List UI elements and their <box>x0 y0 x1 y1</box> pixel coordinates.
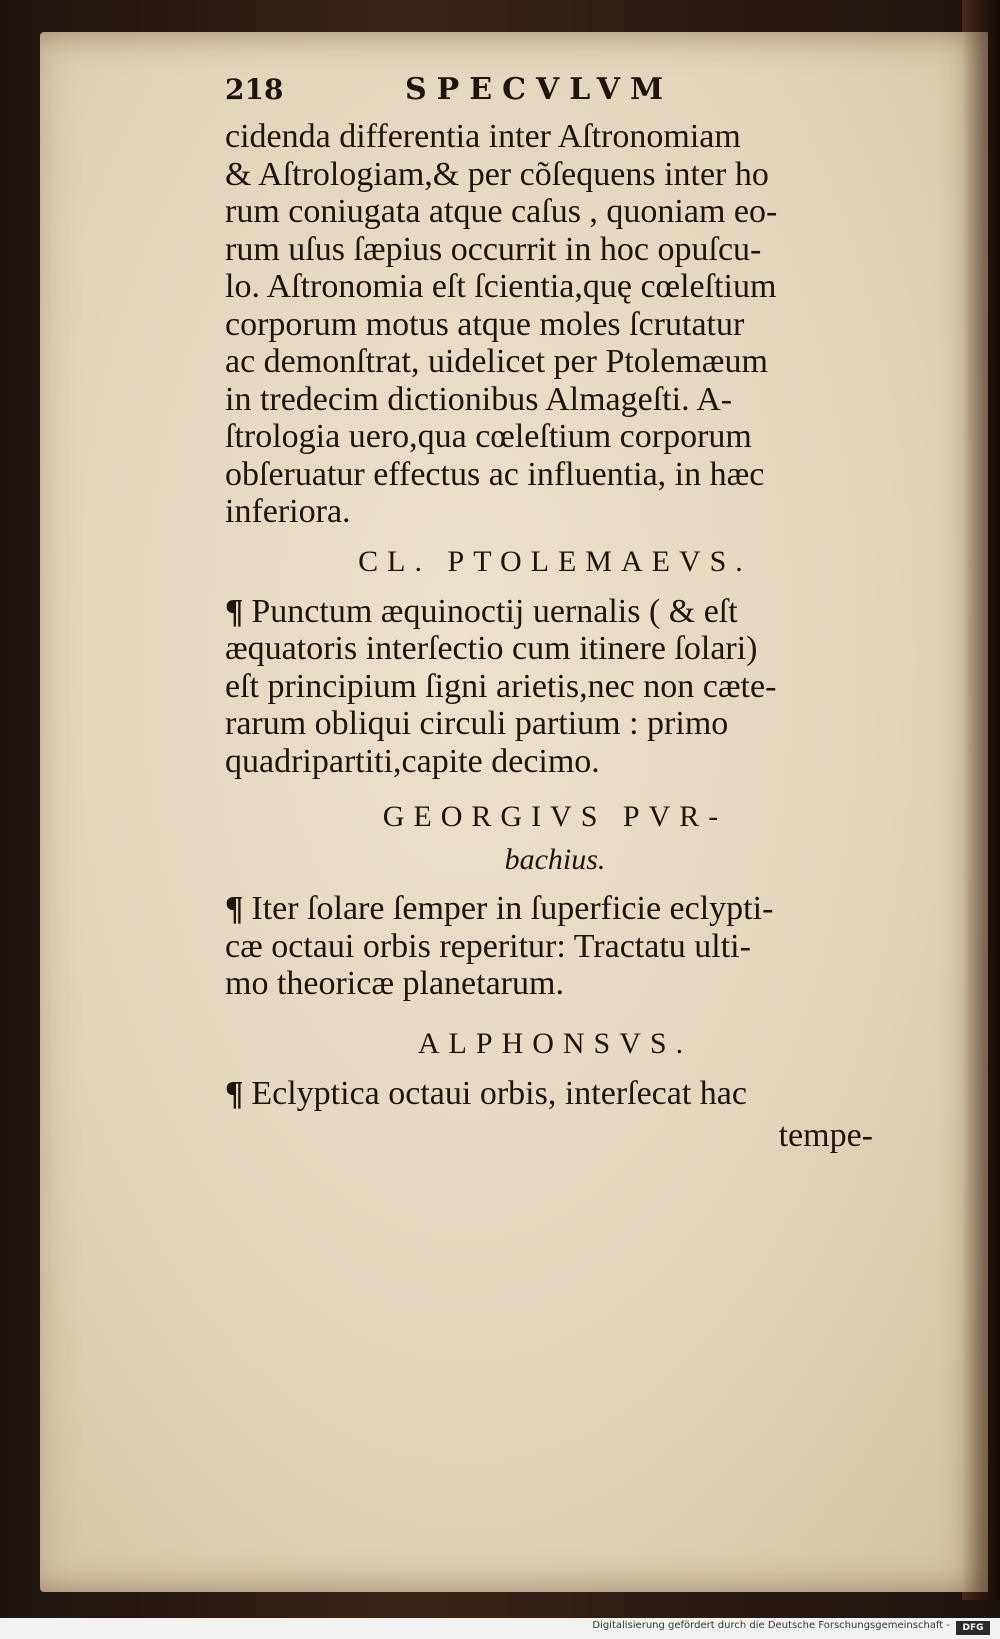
purbachius-paragraph <box>225 890 885 1003</box>
text-line: eſt principium ſigni arietis,nec non cæte- <box>225 667 777 705</box>
funding-credit: Digitalisierung gefördert durch die Deutsche Forschungsgemeinschaft - <box>592 1620 950 1631</box>
section-subheading: bachius. <box>504 843 606 876</box>
text-column <box>225 72 885 1156</box>
text-line: & Aſtrologiam,& per cõſequens inter ho <box>225 155 769 193</box>
page-shadow <box>962 32 988 1592</box>
pilcrow-icon: ¶ <box>225 890 244 927</box>
page-number: 218 <box>225 73 284 106</box>
text-line: ac demonſtrat, uidelicet per Ptolemæum <box>225 343 768 380</box>
text-line-content: Eclyptica octaui orbis, interſecat hac <box>251 1074 747 1112</box>
dfg-logo: DFG <box>956 1621 990 1635</box>
text-line-content: Punctum æquinoctij uernalis ( & eſt <box>251 592 738 630</box>
text-line: cidenda differentia inter Aſtronomiam <box>225 118 741 155</box>
text-line: quadripartiti,capite decimo. <box>225 742 600 780</box>
text-line: obſeruatur effectus ac influentia, in hæc <box>225 455 765 493</box>
text-line: inferiora. <box>225 493 351 530</box>
text-line: ſtrologia uero,qua cœleſtium corporum <box>225 418 752 455</box>
intro-paragraph <box>225 118 885 531</box>
section-heading-ptolemaeus: CL. PTOLEMAEVS. <box>358 544 752 578</box>
text-line: æquatoris interſectio cum itinere ſolari) <box>225 630 758 667</box>
text-line: cæ octaui orbis reperitur: Tractatu ulti- <box>225 927 751 965</box>
page-header <box>225 72 885 118</box>
text-line: in tredecim dictionibus Almageſti. A- <box>225 380 733 418</box>
pilcrow-icon: ¶ <box>225 1074 244 1112</box>
text-line-content: Iter ſolare ſemper in ſuperficie eclypti- <box>251 890 774 927</box>
text-line: rum coniugata atque caſus , quoniam eo- <box>225 193 778 230</box>
section-heading-purbachius: GEORGIVS PVR- <box>382 800 728 833</box>
text-line <box>225 1075 885 1113</box>
ptolemaeus-paragraph <box>225 593 885 781</box>
text-line: rum uſus ſæpius occurrit in hoc opuſcu- <box>225 230 762 268</box>
text-line: lo. Aſtronomia eſt ſcientia,quę cœleſtium <box>225 268 777 305</box>
text-line: corporum motus atque moles ſcrutatur <box>225 305 745 343</box>
section-heading-alphonsus: ALPHONSVS. <box>417 1026 693 1060</box>
catchword: tempe- <box>778 1117 873 1154</box>
alphonsus-paragraph <box>225 1075 885 1113</box>
text-line <box>225 593 885 631</box>
pilcrow-icon: ¶ <box>225 592 244 630</box>
running-title: SPECVLVM <box>405 72 674 107</box>
text-line: mo theoricæ planetarum. <box>225 965 564 1002</box>
text-line: rarum obliqui circuli partium : primo <box>225 705 729 742</box>
text-line <box>225 890 885 928</box>
